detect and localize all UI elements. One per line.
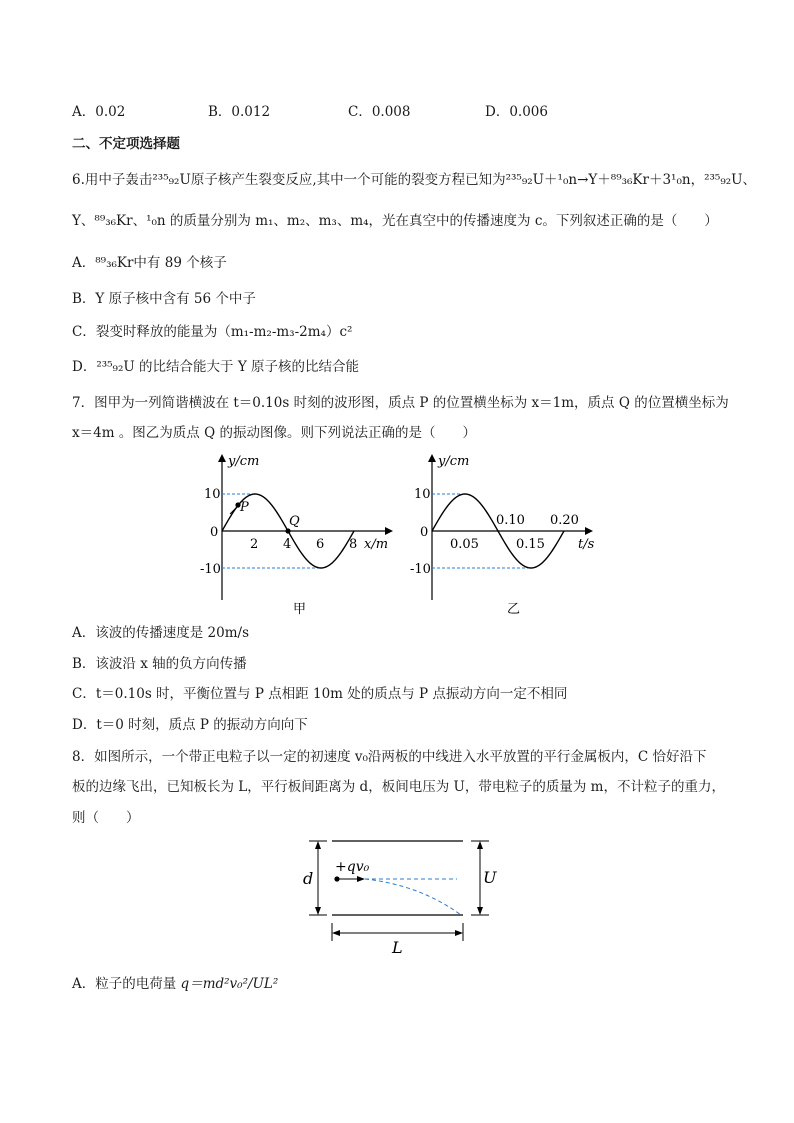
q8-stem-line3: 则（ ） bbox=[72, 810, 140, 826]
q8-option-a[interactable] bbox=[72, 975, 278, 993]
q7-stem-line1: 7．图甲为一列简谐横波在 t＝0.10s 时刻的波形图，质点 P 的位置横坐标为 x＝1m，质点 Q 的位置横坐标为 bbox=[72, 395, 729, 411]
charge-label: +qv₀ bbox=[335, 859, 370, 875]
y-axis-arrow bbox=[218, 454, 226, 462]
d-label: d bbox=[303, 869, 314, 888]
q5-option-b[interactable]: B．0.012 bbox=[208, 104, 271, 120]
l-label: L bbox=[392, 938, 403, 957]
u-label: U bbox=[483, 868, 497, 887]
deflected-path bbox=[365, 879, 461, 915]
q7-option-a[interactable]: A．该波的传播速度是 20m/s bbox=[72, 625, 249, 641]
t-tick-020: 0.20 bbox=[550, 513, 579, 528]
t-tick-010: 0.10 bbox=[496, 513, 525, 528]
q6-option-a[interactable]: A．⁸⁹₃₆Kr中有 89 个核子 bbox=[72, 255, 227, 271]
y-axis-label: y/cm bbox=[228, 454, 260, 469]
q8-option-a-prefix: A．粒子的电荷量 bbox=[72, 976, 177, 992]
x-tick-2: 2 bbox=[250, 537, 259, 552]
y-tick-neg10: -10 bbox=[200, 562, 221, 577]
y-tick-0: 0 bbox=[210, 525, 219, 540]
capacitor-diagram bbox=[295, 835, 505, 960]
y-tick-10: 10 bbox=[204, 487, 221, 502]
q7-option-b[interactable]: B．该波沿 x 轴的负方向传播 bbox=[72, 656, 247, 672]
graph-jia bbox=[200, 450, 400, 620]
q6-stem-line2: Y、⁸⁹₃₆Kr、¹₀n 的质量分别为 m₁、m₂、m₃、m₄，光在真空中的传播速度为 c。下列叙述正确的是（ ） bbox=[72, 213, 718, 229]
y-tick-neg10: -10 bbox=[410, 562, 431, 577]
x-tick-4: 4 bbox=[283, 537, 292, 552]
label-p: P bbox=[240, 500, 249, 515]
q7-option-d[interactable]: D．t＝0 时刻，质点 P 的振动方向向下 bbox=[72, 717, 308, 733]
q6-stem-line1: 6.用中子轰击²³⁵₉₂U原子核产生裂变反应,其中一个可能的裂变方程已知为²³⁵₉₂U＋¹₀n→Y＋⁸⁹₃₆Kr＋3¹₀n，²³⁵₉₂U、 bbox=[72, 172, 757, 188]
y-axis-label: y/cm bbox=[438, 454, 470, 469]
x-tick-8: 8 bbox=[349, 537, 358, 552]
q8-option-a-formula: q＝md²v₀²/UL² bbox=[180, 976, 279, 992]
charged-particle bbox=[334, 876, 339, 881]
y-axis-arrow bbox=[428, 454, 436, 462]
point-q bbox=[285, 528, 290, 533]
section-title: 二、不定项选择题 bbox=[72, 136, 180, 152]
label-q: Q bbox=[289, 514, 300, 529]
l-arrow-right bbox=[455, 930, 463, 936]
t-axis-label: t/s bbox=[578, 537, 595, 552]
u-arrow-down bbox=[477, 907, 483, 915]
l-arrow-left bbox=[332, 930, 340, 936]
q7-stem-line2: x＝4m 。图乙为质点 Q 的振动图像。则下列说法正确的是（ ） bbox=[72, 425, 476, 441]
u-arrow-up bbox=[477, 841, 483, 849]
q8-stem-line1: 8．如图所示，一个带正电粒子以一定的初速度 v₀沿两板的中线进入水平放置的平行金属板内，C 恰好沿下 bbox=[72, 749, 707, 765]
y-tick-10: 10 bbox=[414, 487, 431, 502]
velocity-arrowhead bbox=[357, 876, 365, 882]
x-axis-label: x/m bbox=[364, 537, 389, 552]
q7-option-c[interactable]: C．t＝0.10s 时，平衡位置与 P 点相距 10m 处的质点与 P 点振动方向一定不相同 bbox=[72, 686, 568, 702]
t-tick-015: 0.15 bbox=[516, 537, 545, 552]
q5-option-c[interactable]: C．0.008 bbox=[348, 104, 411, 120]
caption-yi: 乙 bbox=[507, 602, 521, 617]
y-tick-0: 0 bbox=[420, 525, 429, 540]
x-tick-6: 6 bbox=[316, 537, 325, 552]
d-arrow-down bbox=[315, 907, 321, 915]
d-arrow-up bbox=[315, 841, 321, 849]
q6-option-d[interactable]: D．²³⁵₉₂U 的比结合能大于 Y 原子核的比结合能 bbox=[72, 359, 360, 375]
q5-option-d[interactable]: D．0.006 bbox=[485, 104, 548, 120]
q5-option-a[interactable]: A．0.02 bbox=[72, 104, 126, 120]
graph-yi bbox=[410, 450, 610, 620]
t-axis-arrow bbox=[585, 527, 593, 535]
q6-option-c[interactable]: C．裂变时释放的能量为（m₁-m₂-m₃-2m₄）c² bbox=[72, 324, 353, 340]
q6-option-b[interactable]: B．Y 原子核中含有 56 个中子 bbox=[72, 291, 256, 307]
caption-jia: 甲 bbox=[293, 602, 307, 617]
x-axis-arrow bbox=[385, 527, 393, 535]
q8-stem-line2: 板的边缘飞出，已知板长为 L，平行板间距离为 d，板间电压为 U，带电粒子的质量为 m，不计粒子的重力， bbox=[72, 779, 725, 795]
t-tick-005: 0.05 bbox=[450, 537, 479, 552]
